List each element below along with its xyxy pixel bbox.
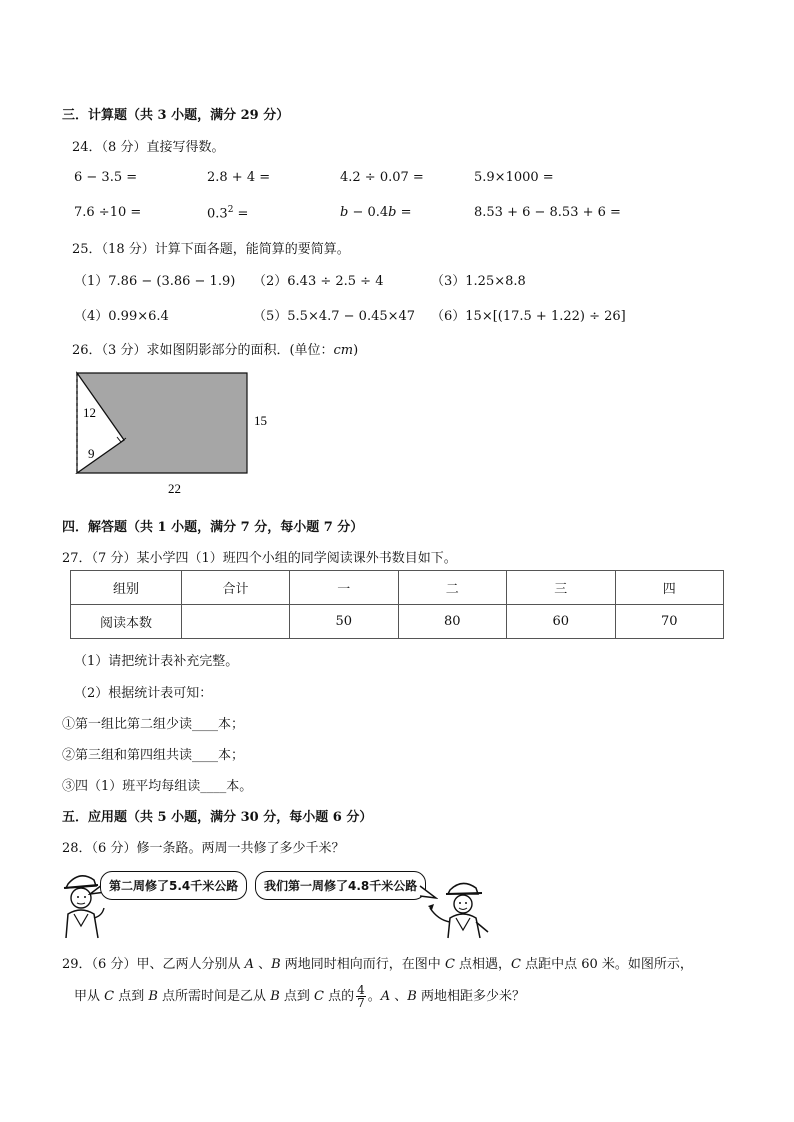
th-total: 合计 [182,571,290,605]
q29-text: 点的 [323,989,355,1004]
q24-eq2: = [396,205,412,220]
q27-blank-1: ①第一组比第二组少读____本； [62,717,245,732]
fraction-numerator: 4 [357,983,365,997]
var-a: A [380,989,391,1004]
q25-item-1: （1）7.86 − (3.86 − 1.9) [74,274,236,289]
q27-sub-1: （1）请把统计表补充完整。 [74,654,239,669]
q28-stem: 28．（6 分）修一条路。两周一共修了多少千米？ [62,841,345,856]
q24-exponent: 2 [227,205,234,215]
var-c: C [314,989,324,1004]
q29-text: 甲从 [74,989,105,1004]
q29-line-2 [74,984,525,1009]
fraction-4-7 [356,984,366,1009]
q24-var-b1: b [340,205,349,220]
q29-line-1 [62,953,693,972]
q26-unit: cm [333,343,354,358]
q25-stem: 25．（18 分）计算下面各题，能简算的要简算。 [72,242,350,257]
speech-bubble-left: 第二周修了5.4千米公路 [100,871,247,900]
q26-stem-text: 26．（3 分）求如图阴影部分的面积．(单位： [72,343,334,358]
q25-item-2: （2）6.43 ÷ 2.5 ÷ 4 [253,274,384,289]
q29-text: 。 [367,989,381,1004]
q24-item-7 [340,205,412,220]
q25-item-3: （3）1.25×8.8 [431,274,526,289]
th-group-1: 一 [290,571,399,605]
q24-eq: = [233,206,249,222]
q29-text: 点到 [279,989,315,1004]
var-b: B [148,989,158,1004]
q24-item-4: 5.9×1000 = [474,170,554,185]
q24-stem: 24．（8 分）直接写得数。 [72,140,225,155]
th-group: 组别 [71,571,182,605]
q24-item-1: 6 − 3.5 = [74,170,138,185]
q24-item-5: 7.6 ÷10 = [74,205,142,220]
th-group-4: 四 [615,571,724,605]
q26-figure [60,365,290,500]
var-b: B [407,989,417,1004]
var-c: C [444,957,455,972]
var-a: A [244,957,254,972]
var-b: B [271,957,281,972]
q24-item-2: 2.8 + 4 = [207,170,271,185]
q25-item-6: （6）15×[(17.5 + 1.22) ÷ 26] [431,309,626,324]
q24-item-3: 4.2 ÷ 0.07 = [340,170,424,185]
label-22: 22 [168,481,181,496]
q25-item-5: （5）5.5×4.7 − 0.45×47 [253,309,416,324]
q29-text: 两地同时相向而行，在图中 [280,957,445,972]
q27-stem: 27．（7 分）某小学四（1）班四个小组的同学阅读课外书数目如下。 [62,551,457,566]
td-total-blank[interactable] [182,605,290,639]
q29-text: 、 [253,957,272,972]
q29-text: 两地相距多少米？ [416,989,525,1004]
label-15: 15 [254,413,267,428]
section-4-title: 四．解答题（共 1 小题，满分 7 分，每小题 7 分） [62,520,364,535]
worker-right-illustration [426,878,496,940]
td-value-1: 50 [290,605,399,639]
q24-var-b2: b [388,205,397,220]
q24-base: 0.3 [207,206,228,222]
q29-text: 点到 [114,989,149,1004]
table-row [71,605,724,639]
th-group-2: 二 [398,571,507,605]
q26-stem-end: ) [353,343,359,358]
section-5-title: 五．应用题（共 5 小题，满分 30 分，每小题 6 分） [62,810,373,825]
q26-stem [72,339,358,358]
fraction-denominator: 7 [357,996,365,1010]
q24-item-6 [207,205,248,221]
td-value-4: 70 [615,605,724,639]
th-group-3: 三 [507,571,616,605]
section-3-title: 三．计算题（共 3 小题，满分 29 分） [62,108,290,123]
q29-text: 点距中点 60 米。如图所示， [520,957,693,972]
td-label: 阅读本数 [71,605,182,639]
q29-text: 29．（6 分）甲、乙两人分别从 [62,957,245,972]
label-9: 9 [88,446,95,461]
reading-stat-table [70,570,724,639]
q25-item-4: （4）0.99×6.4 [74,309,169,324]
q27-blank-2: ②第三组和第四组共读____本； [62,748,245,763]
label-12: 12 [83,405,96,420]
table-header-row [71,571,724,605]
td-value-3: 60 [507,605,616,639]
q24-minus: − 0.4 [348,205,389,220]
q29-text: 、 [390,989,408,1004]
speech-bubble-right: 我们第一周修了4.8千米公路 [255,871,426,900]
q29-text: 点相遇， [454,957,512,972]
var-c: C [511,957,521,972]
q29-text: 点所需时间是乙从 [157,989,271,1004]
q27-sub-2: （2）根据统计表可知： [74,686,213,701]
var-b: B [270,989,280,1004]
td-value-2: 80 [398,605,507,639]
q27-blank-3: ③四（1）班平均每组读____本。 [62,779,253,794]
q24-item-8: 8.53 + 6 − 8.53 + 6 = [474,205,621,220]
var-c: C [104,989,115,1004]
